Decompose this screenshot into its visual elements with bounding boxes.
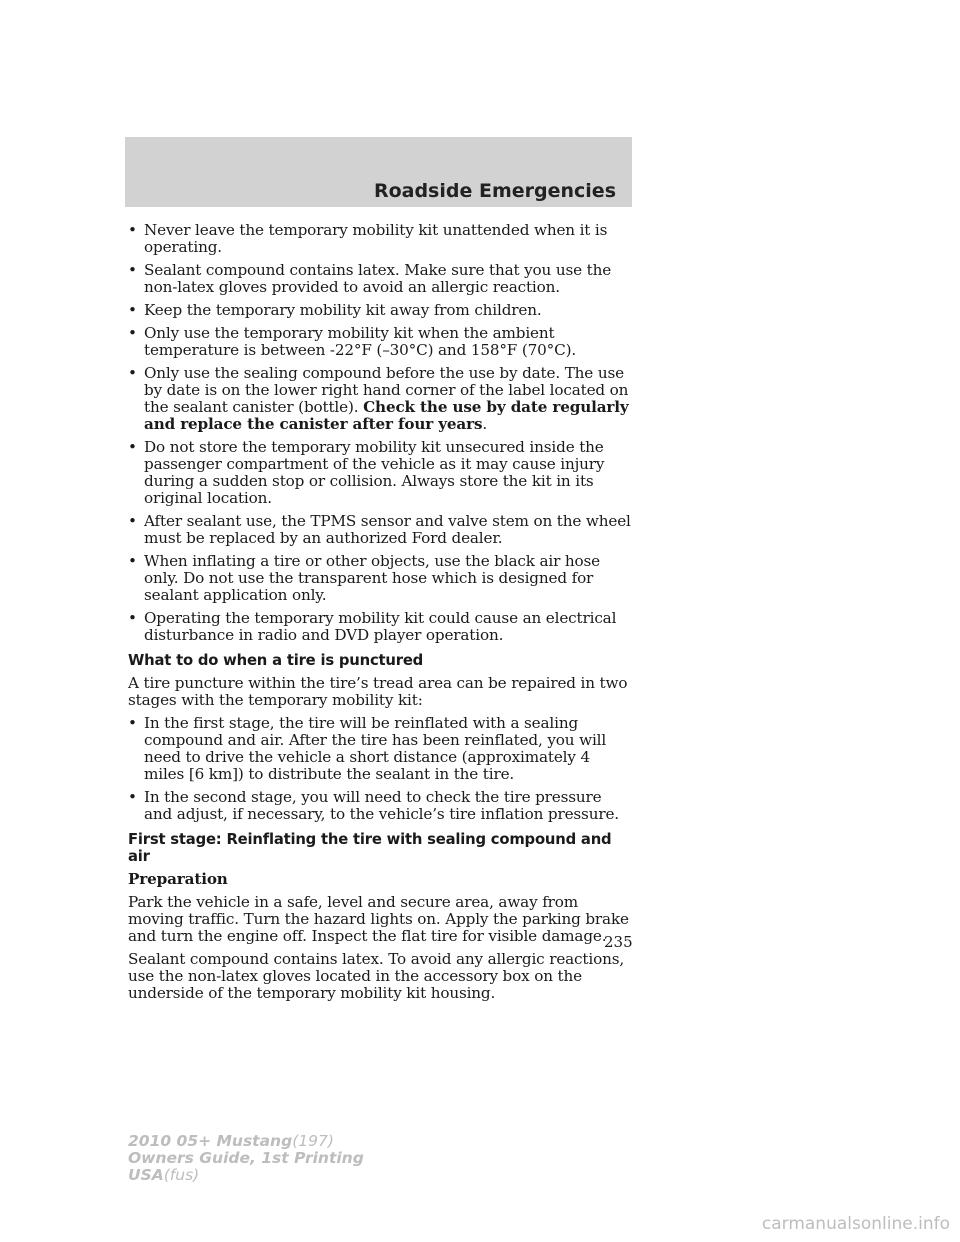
bullet-list-top — [128, 222, 634, 644]
latex-paragraph: Sealant compound contains latex. To avoid any allergic reactions, use the non-latex gloves located in the accessory box on the underside of the temporary mobility kit housing. — [128, 950, 625, 1002]
bullet-icon: • — [128, 714, 137, 732]
list-item: • Only use the sealing compound before the use by date. The use by date is on the lower right hand corner of the label located on the sealant canister (bottle). Check the use by date regularly and replace the canister after four years. — [128, 364, 629, 433]
footer-line-1: 2010 05+ Mustang(197) — [128, 1132, 334, 1150]
puncture-intro: A tire puncture within the tire’s tread area can be repaired in two stages with the temporary mobility kit: — [128, 674, 628, 709]
bullet-icon: • — [128, 609, 137, 627]
bullet-icon: • — [128, 438, 137, 456]
list-item: • Do not store the temporary mobility kit unsecured inside the passenger compartment of the vehicle as it may cause injury during a sudden stop or collision. Always store the kit in its original location. — [128, 438, 605, 507]
page-content — [128, 222, 634, 1008]
footer-line-2: Owners Guide, 1st Printing — [128, 1149, 364, 1167]
preparation-subheading: Preparation — [128, 870, 228, 888]
list-item: • In the first stage, the tire will be reinflated with a sealing compound and air. After the tire has been reinflated, you will need to drive the vehicle a short distance (approximately 4 miles [6 km]) to distribute the sealant in the tire. — [128, 714, 607, 783]
section-title: Roadside Emergencies — [373, 180, 616, 202]
first-stage-heading: First stage: Reinflating the tire with sealing compound and air — [128, 831, 612, 865]
list-item: • Never leave the temporary mobility kit unattended when it is operating. — [128, 221, 608, 256]
list-item: • Sealant compound contains latex. Make sure that you use the non-latex gloves provided to avoid an allergic reaction. — [128, 261, 612, 296]
bullet-list-puncture — [128, 715, 634, 823]
bullet-icon: • — [128, 324, 137, 342]
list-item: • Keep the temporary mobility kit away from children. — [128, 301, 542, 319]
bullet-icon: • — [128, 364, 137, 382]
bullet-icon: • — [128, 301, 137, 319]
page-number: 235 — [604, 933, 633, 951]
print-footer — [128, 1133, 364, 1184]
list-item: • In the second stage, you will need to check the tire pressure and adjust, if necessary, to the vehicle’s tire inflation pressure. — [128, 788, 619, 823]
bullet-icon: • — [128, 221, 137, 239]
puncture-heading: What to do when a tire is punctured — [128, 652, 424, 669]
list-item: • Only use the temporary mobility kit when the ambient temperature is between -22°F (–30°C) and 158°F (70°C). — [128, 324, 577, 359]
bold-warning: Check the use by date regularly and replace the canister after four years — [144, 398, 629, 433]
watermark: carmanualsonline.info — [761, 1214, 950, 1234]
bullet-icon: • — [128, 552, 137, 570]
header-band — [125, 137, 632, 207]
bullet-icon: • — [128, 261, 137, 279]
preparation-paragraph: Park the vehicle in a safe, level and secure area, away from moving traffic. Turn the hazard lights on. Apply the parking brake and turn the engine off. Inspect the flat tire for visible damage. — [128, 893, 629, 945]
list-item: • When inflating a tire or other objects, use the black air hose only. Do not use the transparent hose which is designed for sealant application only. — [128, 552, 600, 604]
footer-line-3: USA(fus) — [128, 1166, 200, 1184]
list-item: • After sealant use, the TPMS sensor and valve stem on the wheel must be replaced by an authorized Ford dealer. — [128, 512, 631, 547]
bullet-icon: • — [128, 512, 137, 530]
bullet-icon: • — [128, 788, 137, 806]
list-item: • Operating the temporary mobility kit could cause an electrical disturbance in radio and DVD player operation. — [128, 609, 617, 644]
